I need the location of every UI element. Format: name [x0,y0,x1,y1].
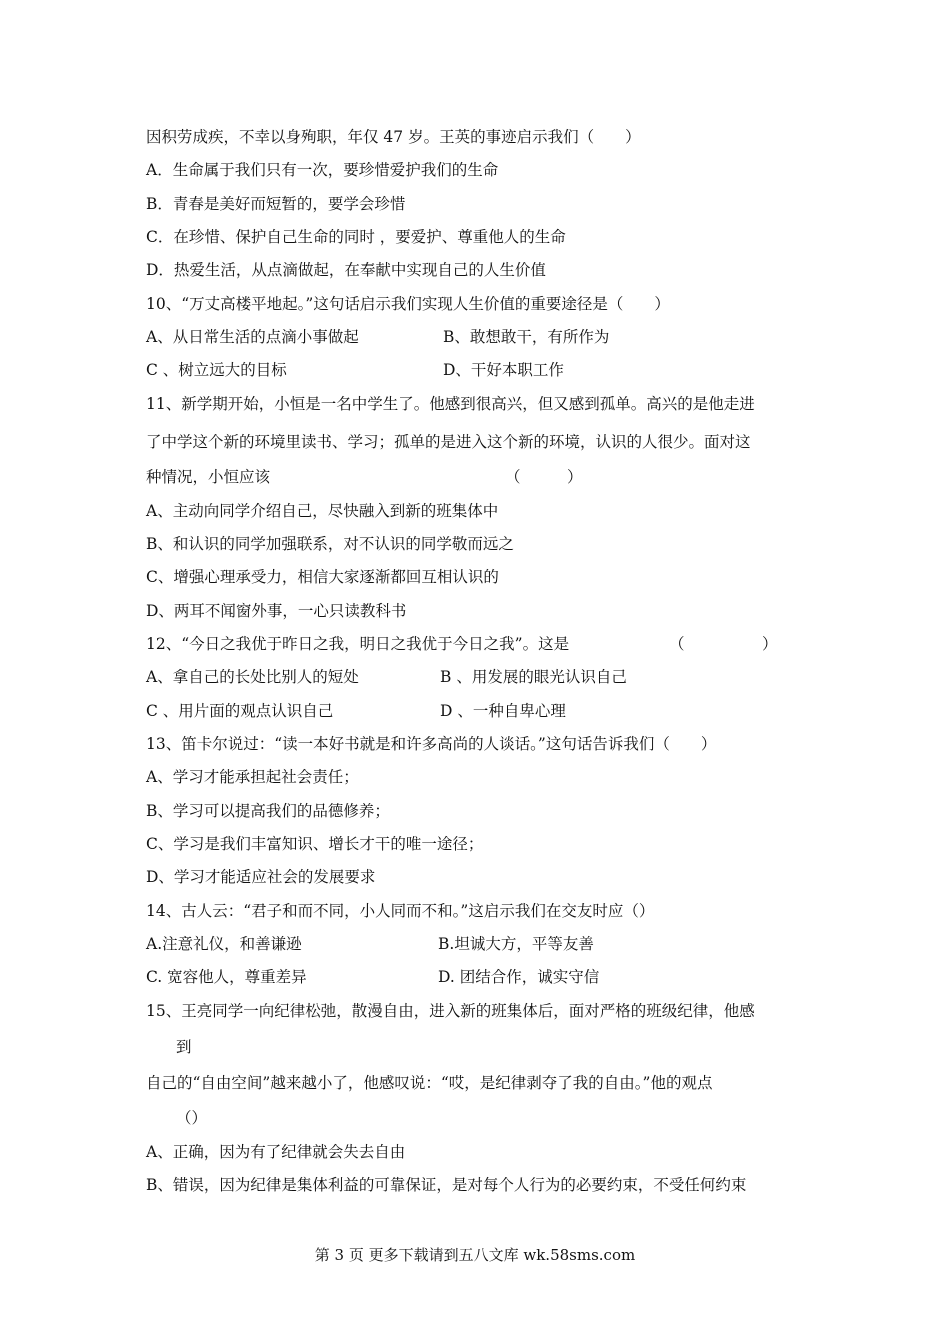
answer-blank: （ ） [505,468,583,486]
question-11: 11、新学期开始，小恒是一名中学生了。他感到很高兴，但又感到孤单。高兴的是他走进 [146,395,755,413]
q15-option-b: B、错误，因为纪律是集体利益的可靠保证，是对每个人行为的必要约束，不受任何约束 [146,1176,747,1194]
q14-option-a: A.注意礼仪，和善谦逊 [146,935,302,953]
q10-option-b: B、敢想敢干，有所作为 [443,328,610,346]
question-13: 13、笛卡尔说过：“读一本好书就是和许多高尚的人谈话。”这句话告诉我们（ ） [146,735,717,753]
question-15-wrap: 到 [176,1038,192,1056]
q10-option-a: A、从日常生活的点滴小事做起 [146,328,359,346]
question-15-line2: 自己的“自由空间”越来越小了，他感叹说：“哎，是纪律剥夺了我的自由。”他的观点 [146,1074,713,1092]
q9-option-a: A．生命属于我们只有一次，要珍惜爱护我们的生命 [146,161,499,179]
q10-option-d: D、干好本职工作 [443,361,564,379]
page-footer: 第 3 页 更多下载请到五八文库 wk.58sms.com [314,1246,636,1264]
text-line: 因积劳成疾，不幸以身殉职，年仅 47 岁。王英的事迹启示我们（ ） [146,128,641,146]
q11-option-a: A、主动向同学介绍自己，尽快融入到新的班集体中 [146,502,499,520]
q9-option-c: C．在珍惜、保护自己生命的同时 ，要爱护、尊重他人的生命 [146,228,566,246]
question-10: 10、“万丈高楼平地起。”这句话启示我们实现人生价值的重要途径是（ ） [146,295,670,313]
q13-option-d: D、学习才能适应社会的发展要求 [146,868,376,886]
question-12: 12、“今日之我优于昨日之我，明日之我优于今日之我”。这是 [146,635,570,653]
question-14: 14、古人云：“君子和而不同，小人同而不和。”这启示我们在交友时应（） [146,902,655,920]
q12-option-a: A、拿自己的长处比别人的短处 [146,668,359,686]
q11-option-c: C、增强心理承受力，相信大家逐渐都回互相认识的 [146,568,499,586]
answer-blank: （ ） [669,635,778,653]
question-15: 15、王亮同学一向纪律松弛，散漫自由，进入新的班集体后，面对严格的班级纪律，他感 [146,1002,755,1020]
q10-option-c: C 、树立远大的目标 [146,361,287,379]
q14-option-c: C. 宽容他人，尊重差异 [146,968,307,986]
q14-option-b: B.坦诚大方，平等友善 [438,935,594,953]
q13-option-a: A、学习才能承担起社会责任； [146,768,359,786]
question-11-line3: 种情况，小恒应该 [146,468,271,486]
q9-option-d: D．热爱生活，从点滴做起，在奉献中实现自己的人生价值 [146,261,546,279]
q14-option-d: D. 团结合作，诚实守信 [438,968,600,986]
question-11-line2: 了中学这个新的环境里读书、学习；孤单的是进入这个新的环境，认识的人很少。面对这 [146,433,751,451]
q11-option-b: B、和认识的同学加强联系，对不认识的同学敬而远之 [146,535,514,553]
q11-option-d: D、两耳不闻窗外事，一心只读教科书 [146,602,407,620]
q13-option-b: B、学习可以提高我们的品德修养； [146,802,390,820]
q12-option-d: D 、一种自卑心理 [440,702,566,720]
q13-option-c: C、学习是我们丰富知识、增长才干的唯一途径； [146,835,484,853]
q12-option-c: C 、用片面的观点认识自己 [146,702,334,720]
q9-option-b: B．青春是美好而短暂的，要学会珍惜 [146,195,406,213]
q15-option-a: A、正确，因为有了纪律就会失去自由 [146,1143,406,1161]
answer-blank: （） [176,1109,208,1127]
q12-option-b: B 、用发展的眼光认识自己 [440,668,627,686]
